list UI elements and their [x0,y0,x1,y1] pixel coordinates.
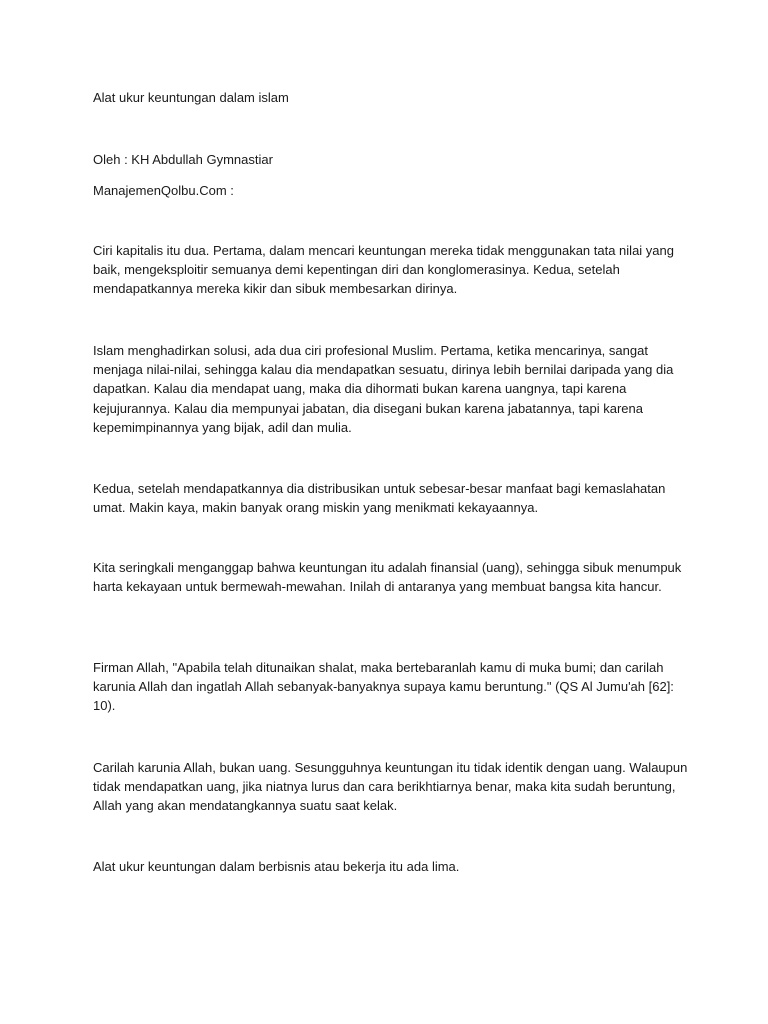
document-title: Alat ukur keuntungan dalam islam [93,90,289,105]
paragraph: Carilah karunia Allah, bukan uang. Sesungguhnya keuntungan itu tidak identik dengan uang. Walaupun tidak mendapatkan uang, jika niatnya lurus dan cara berikhtiarnya benar, maka kita sudah beruntung, Allah yang akan mendatangkannya suatu saat kelak. [93,760,688,814]
paragraph: Kedua, setelah mendapatkannya dia distribusikan untuk sebesar-besar manfaat bagi kemaslahatan umat. Makin kaya, makin banyak orang miskin yang menikmati kekayaannya. [93,481,666,516]
paragraph: Kita seringkali menganggap bahwa keuntungan itu adalah finansial (uang), sehingga sibuk menumpuk harta kekayaan untuk bermewah-mewahan. Inilah di antaranya yang membuat bangsa kita hancur. [93,560,682,595]
paragraph: Firman Allah, "Apabila telah ditunaikan shalat, maka bertebaranlah kamu di muka bumi; dan carilah karunia Allah dan ingatlah Allah sebanyak-banyaknya supaya kamu beruntung." (QS Al Jumu'ah [62]: 10). [93,660,674,714]
author-line: Oleh : KH Abdullah Gymnastiar [93,152,273,167]
source-line: ManajemenQolbu.Com : [93,183,234,198]
paragraph: Ciri kapitalis itu dua. Pertama, dalam mencari keuntungan mereka tidak menggunakan tata nilai yang baik, mengeksploitir semuanya demi kepentingan diri dan konglomerasinya. Kedua, setelah mendapatkannya mereka kikir dan sibuk membesarkan dirinya. [93,243,674,297]
paragraph: Alat ukur keuntungan dalam berbisnis atau bekerja itu ada lima. [93,859,460,874]
paragraph: Islam menghadirkan solusi, ada dua ciri profesional Muslim. Pertama, ketika mencarinya, sangat menjaga nilai-nilai, sehingga kalau dia mendapatkan sesuatu, dirinya lebih bernilai daripada yang dia dapatkan. Kalau dia mendapat uang, maka dia dihormati bukan karena uangnya, tapi karena kejujurannya. Kalau dia mempunyai jabatan, dia disegani bukan karena jabatannya, tapi karena kepemimpinannya yang bijak, adil dan mulia. [93,343,674,435]
